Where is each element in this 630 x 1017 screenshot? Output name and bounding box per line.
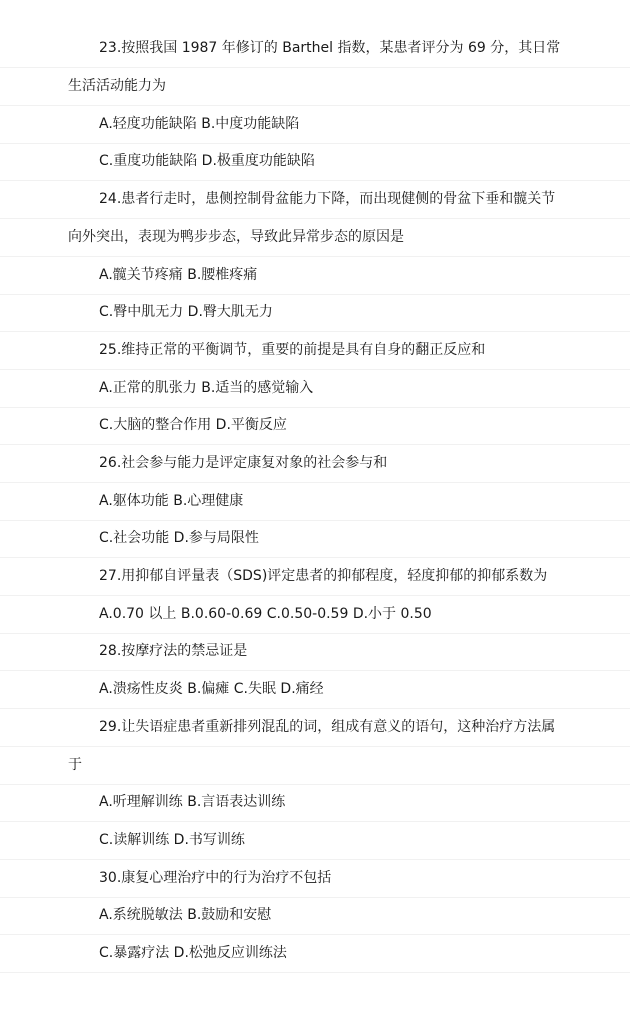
question-25-options-cd: C.大脑的整合作用 D.平衡反应: [0, 406, 630, 445]
question-27-options: A.0.70 以上 B.0.60-0.69 C.0.50-0.59 D.小于 0.50: [0, 595, 630, 634]
question-26-stem: 26.社会参与能力是评定康复对象的社会参与和: [0, 444, 630, 483]
question-25-stem: 25.维持正常的平衡调节，重要的前提是具有自身的翻正反应和: [0, 331, 630, 370]
question-23-stem-cont: 生活活动能力为: [0, 67, 630, 106]
question-23-options-cd: C.重度功能缺陷 D.极重度功能缺陷: [0, 142, 630, 181]
question-29-stem-cont: 于: [0, 746, 630, 785]
question-30-options-cd: C.暴露疗法 D.松弛反应训练法: [0, 934, 630, 973]
question-28-stem: 28.按摩疗法的禁忌证是: [0, 632, 630, 671]
question-24-stem-cont: 向外突出，表现为鸭步步态，导致此异常步态的原因是: [0, 218, 630, 257]
question-28-options: A.溃疡性皮炎 B.偏瘫 C.失眠 D.痛经: [0, 670, 630, 709]
question-29-stem: 29.让失语症患者重新排列混乱的词，组成有意义的语句，这种治疗方法属: [0, 708, 630, 747]
question-26-options-cd: C.社会功能 D.参与局限性: [0, 519, 630, 558]
question-24-stem: 24.患者行走时，患侧控制骨盆能力下降，而出现健侧的骨盆下垂和髋关节: [0, 180, 630, 219]
question-26-options-ab: A.躯体功能 B.心理健康: [0, 482, 630, 521]
question-29-options-cd: C.读解训练 D.书写训练: [0, 821, 630, 860]
question-24-options-ab: A.髋关节疼痛 B.腰椎疼痛: [0, 256, 630, 295]
question-29-options-ab: A.听理解训练 B.言语表达训练: [0, 783, 630, 822]
question-30-options-ab: A.系统脱敏法 B.鼓励和安慰: [0, 896, 630, 935]
question-30-stem: 30.康复心理治疗中的行为治疗不包括: [0, 859, 630, 898]
question-23-stem: 23.按照我国 1987 年修订的 Barthel 指数，某患者评分为 69 分，其日常: [0, 29, 630, 68]
question-23-options-ab: A.轻度功能缺陷 B.中度功能缺陷: [0, 105, 630, 144]
question-25-options-ab: A.正常的肌张力 B.适当的感觉输入: [0, 369, 630, 408]
question-27-stem: 27.用抑郁自评量表（SDS)评定患者的抑郁程度，轻度抑郁的抑郁系数为: [0, 557, 630, 596]
question-24-options-cd: C.臀中肌无力 D.臀大肌无力: [0, 293, 630, 332]
